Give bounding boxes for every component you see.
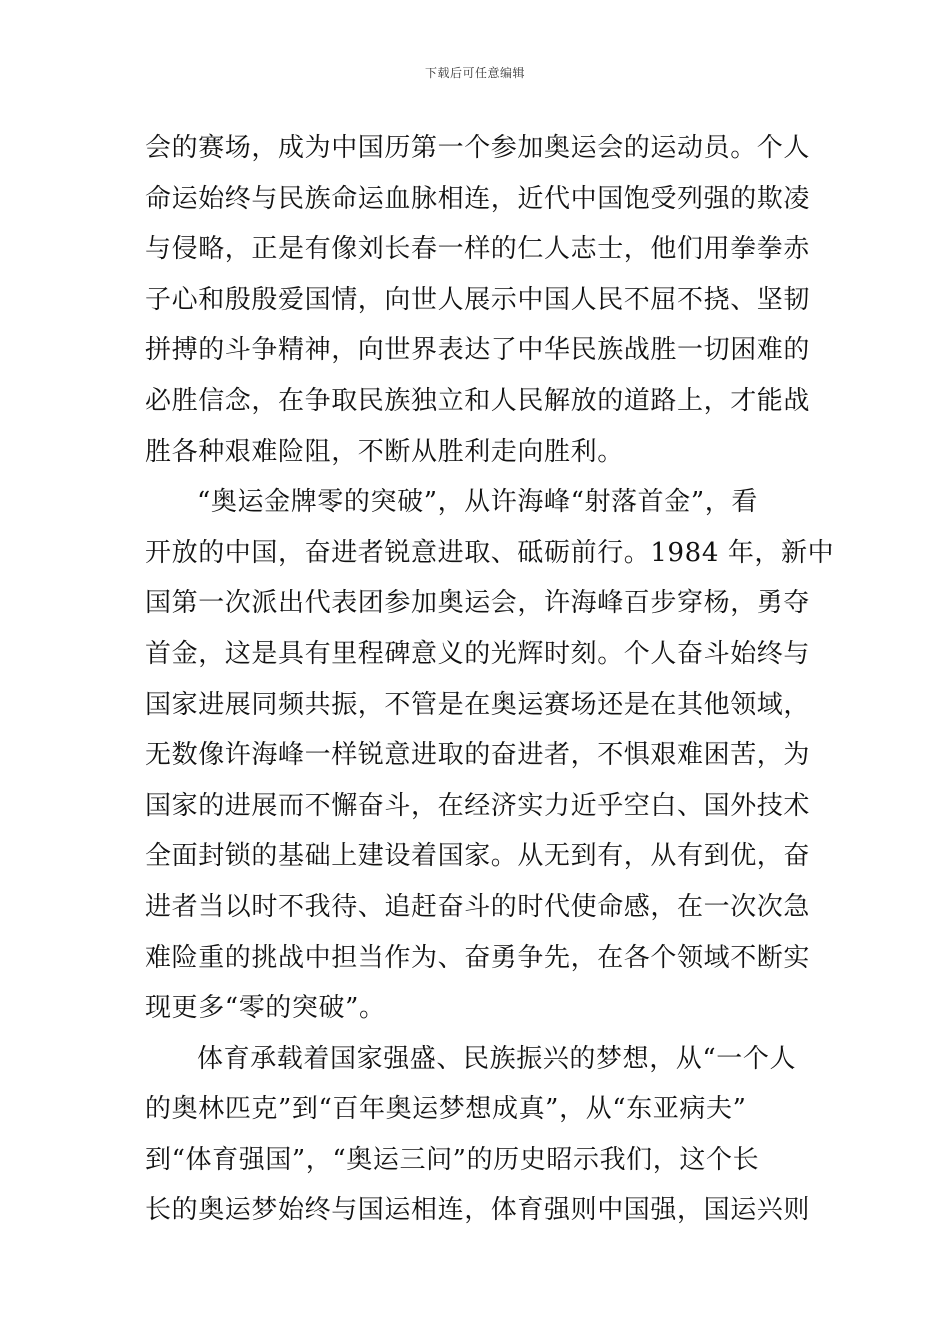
text-line: 现更多“零的突破”。 bbox=[145, 993, 386, 1024]
text-line: 国第一次派出代表团参加奥运会，许海峰百步穿杨，勇夺 bbox=[145, 588, 811, 619]
text-line: 到“体育强国”，“奥运三问”的历史昭示我们，这个长 bbox=[145, 1144, 760, 1175]
paragraph-2 bbox=[145, 482, 835, 1039]
text-line: 会的赛场，成为中国历第一个参加奥运会的运动员。个人 bbox=[145, 133, 811, 163]
document-body bbox=[145, 128, 835, 1241]
text-line: 国家的进展而不懈奋斗，在经济实力近乎空白、国外技术 bbox=[145, 790, 811, 821]
text-line: 无数像许海峰一样锐意进取的奋进者，不惧艰难困苦，为 bbox=[145, 740, 811, 771]
text-line: 必胜信念，在争取民族独立和人民解放的道路上，才能战 bbox=[145, 385, 811, 416]
text-line: 开放的中国，奋进者锐意进取、砥砺前行。1984 年，新中 bbox=[145, 537, 835, 568]
paragraph-1 bbox=[145, 128, 811, 482]
text-line: 的奥林匹克”到“百年奥运梦想成真”，从“东亚病夫” bbox=[145, 1094, 747, 1125]
text-line: 胜各种艰难险阻，不断从胜利走向胜利。 bbox=[145, 436, 624, 467]
text-line: 子心和殷殷爱国情，向世人展示中国人民不屈不挠、坚韧 bbox=[145, 284, 811, 315]
text-line: 与侵略，正是有像刘长春一样的仁人志士，他们用拳拳赤 bbox=[145, 234, 811, 265]
text-line: 进者当以时不我待、追赶奋斗的时代使命感，在一次次急 bbox=[145, 891, 811, 922]
paragraph-3 bbox=[145, 1039, 811, 1241]
text-line: 国家进展同频共振，不管是在奥运赛场还是在其他领域， bbox=[145, 689, 811, 720]
text-line: “奥运金牌零的突破”，从许海峰“射落首金”，看 bbox=[197, 487, 758, 518]
text-line: 难险重的挑战中担当作为、奋勇争先，在各个领域不断实 bbox=[145, 942, 811, 973]
text-line: 命运始终与民族命运血脉相连，近代中国饱受列强的欺凌 bbox=[145, 183, 811, 214]
page-header-note: 下载后可任意编辑 bbox=[424, 66, 525, 80]
text-line: 长的奥运梦始终与国运相连，体育强则中国强，国运兴则 bbox=[145, 1195, 811, 1226]
text-line: 拼搏的斗争精神，向世界表达了中华民族战胜一切困难的 bbox=[145, 335, 811, 366]
text-line: 首金，这是具有里程碑意义的光辉时刻。个人奋斗始终与 bbox=[145, 638, 811, 669]
text-line: 体育承载着国家强盛、民族振兴的梦想，从“一个人 bbox=[197, 1043, 797, 1074]
text-line: 全面封锁的基础上建设着国家。从无到有，从有到优，奋 bbox=[145, 841, 811, 872]
